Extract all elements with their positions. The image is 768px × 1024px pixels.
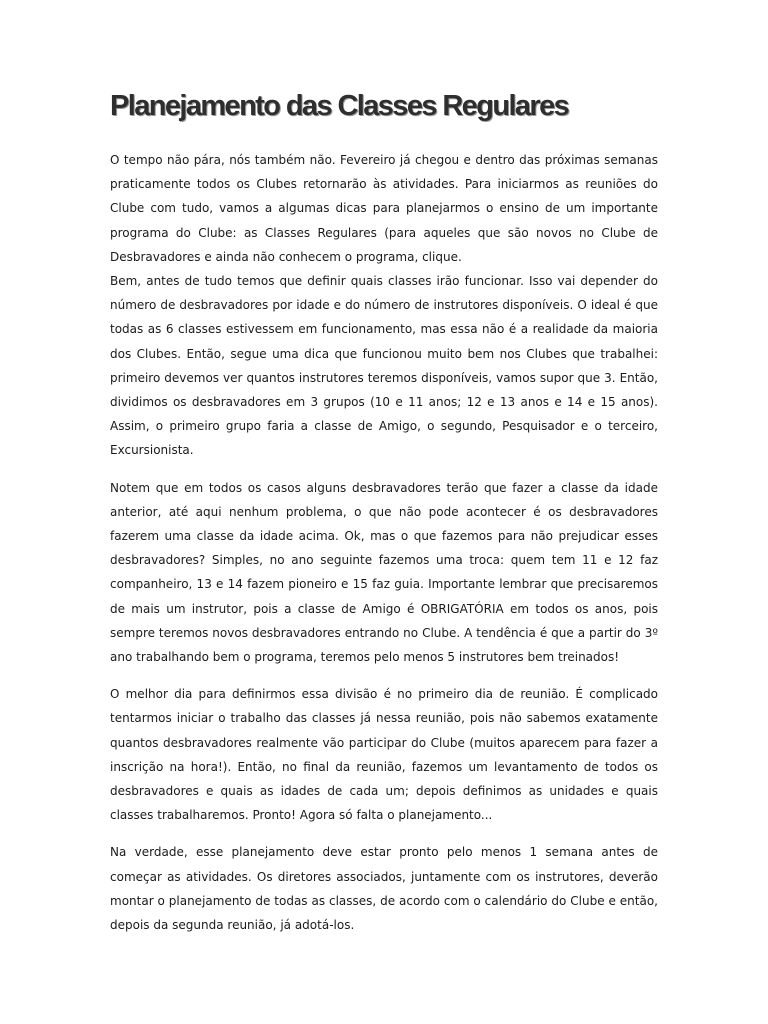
paragraph-defining-classes: Bem, antes de tudo temos que definir quais classes irão funcionar. Isso vai depender do número de desbravadores por idade e do número de instrutores disponíveis. O ideal é que todas as 6 classes estivessem em funcionamento, mas essa não é a realidade da maioria dos Clubes. Então, segue uma dica que funcionou muito bem nos Clubes que trabalhei: primeiro devemos ver quantos instrutores teremos disponíveis, vamos supor que 3. Então, dividimos os desbravadores em 3 grupos (10 e 11 anos; 12 e 13 anos e 14 e 15 anos). Assim, o primeiro grupo faria a classe de Amigo, o segundo, Pesquisador e o terceiro, Excursionista. (110, 274, 658, 458)
paragraph-planning: Na verdade, esse planejamento deve estar pronto pelo menos 1 semana antes de começar as atividades. Os diretores associados, juntamente com os instrutores, deverão montar o planejamento de todas as classes, de acordo com o calendário do Clube e então, depois da segunda reunião, já adotá-los. (110, 845, 658, 933)
paragraph-first-meeting: O melhor dia para definirmos essa divisão é no primeiro dia de reunião. É complicado tentarmos iniciar o trabalho das classes já nessa reunião, pois não sabemos exatamente quantos desbravadores realmente vão participar do Clube (muitos aparecem para fazer a inscrição na hora!). Então, no final da reunião, fazemos um levantamento de todos os desbravadores e quais as idades de cada um; depois definimos as unidades e quais classes trabalharemos. Pronto! Agora só falta o planejamento... (110, 687, 658, 823)
paragraph-age-groups: Notem que em todos os casos alguns desbravadores terão que fazer a classe da idade anterior, até aqui nenhum problema, o que não pode acontecer é os desbravadores fazerem uma classe da idade acima. Ok, mas o que fazemos para não prejudicar esses desbravadores? Simples, no ano seguinte fazemos uma troca: quem tem 11 e 12 faz companheiro, 13 e 14 fazem pioneiro e 15 faz guia. Importante lembrar que precisaremos de mais um instrutor, pois a classe de Amigo é OBRIGATÓRIA em todos os anos, pois sempre teremos novos desbravadores entrando no Clube. A tendência é que a partir do 3º ano trabalhando bem o programa, teremos pelo menos 5 instrutores bem treinados! (110, 480, 658, 665)
document-body (110, 148, 658, 950)
paragraph-intro: O tempo não pára, nós também não. Fevereiro já chegou e dentro das próximas semanas praticamente todos os Clubes retornarão às atividades. Para iniciarmos as reuniões do Clube com tudo, vamos a algumas dicas para planejarmos o ensino de um importante programa do Clube: as Classes Regulares (para aqueles que são novos no Clube de Desbravadores e ainda não conhecem o programa, clique. (110, 153, 658, 264)
document-title: Planejamento das Classes Regulares (110, 90, 569, 122)
